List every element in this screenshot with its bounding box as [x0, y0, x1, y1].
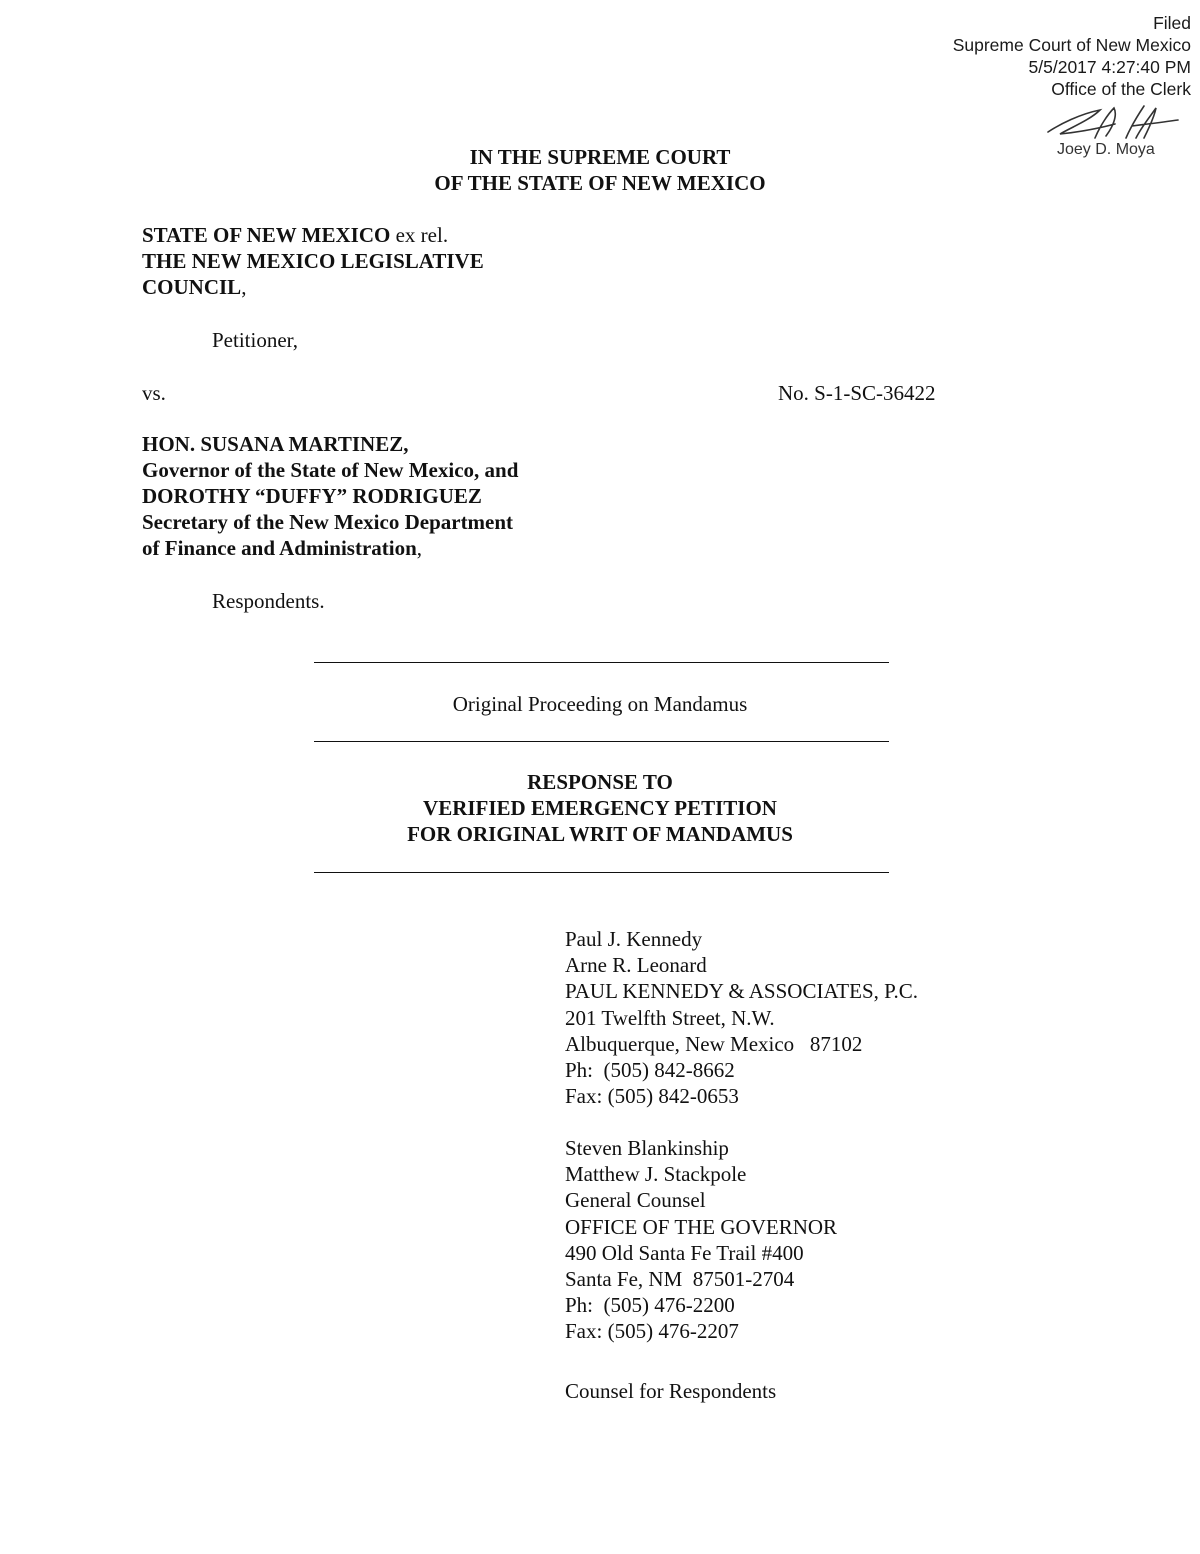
counsel-2-line-6: Santa Fe, NM 87501-2704	[565, 1267, 795, 1292]
divider-rule-2	[314, 741, 889, 742]
stamp-line-datetime: 5/5/2017 4:27:40 PM	[1028, 57, 1191, 77]
counsel-2-line-5: 490 Old Santa Fe Trail #400	[565, 1240, 804, 1265]
respondent-line-3: DOROTHY “DUFFY” RODRIGUEZ	[142, 484, 482, 508]
respondent-line-4: Secretary of the New Mexico Department	[142, 510, 514, 534]
counsel-2-line-7: Ph: (505) 476-2200	[565, 1293, 735, 1318]
court-heading-line-2: OF THE STATE OF NEW MEXICO	[434, 171, 766, 195]
stamp-line-filed: Filed	[1153, 13, 1191, 33]
petitioner-line-3: COUNCIL	[142, 275, 242, 299]
counsel-2-line-2: Matthew J. Stackpole	[565, 1162, 747, 1187]
respondent-line-1: HON. SUSANA MARTINEZ,	[142, 432, 409, 456]
counsel-1-line-4: 201 Twelfth Street, N.W.	[565, 1005, 775, 1030]
counsel-2-line-3: General Counsel	[565, 1188, 706, 1213]
counsel-1-line-2: Arne R. Leonard	[565, 953, 707, 978]
counsel-1-line-7: Fax: (505) 842-0653	[565, 1084, 739, 1109]
divider-rule-3	[314, 872, 889, 873]
counsel-2-line-4: OFFICE OF THE GOVERNOR	[565, 1214, 838, 1239]
divider-rule-1	[314, 662, 889, 663]
petitioner-line-2: THE NEW MEXICO LEGISLATIVE	[142, 249, 484, 273]
counsel-1-line-6: Ph: (505) 842-8662	[565, 1058, 735, 1083]
stamp-line-office: Office of the Clerk	[1051, 79, 1191, 99]
counsel-1-line-5: Albuquerque, New Mexico 87102	[565, 1031, 863, 1056]
clerk-signature-name: Joey D. Moya	[1057, 141, 1155, 158]
counsel-block-kennedy	[565, 926, 918, 1109]
document-title-line-3: FOR ORIGINAL WRIT OF MANDAMUS	[407, 822, 793, 846]
counsel-1-line-1: Paul J. Kennedy	[565, 927, 703, 951]
respondents-role: Respondents.	[212, 589, 325, 613]
respondent-line-5-comma: ,	[416, 536, 423, 560]
counsel-1-line-3: PAUL KENNEDY & ASSOCIATES, P.C.	[565, 979, 918, 1004]
clerk-signature	[1040, 102, 1180, 144]
filing-stamp	[953, 12, 1191, 100]
court-heading-line-1: IN THE SUPREME COURT	[469, 145, 731, 169]
petitioner-ex-rel: ex rel.	[390, 223, 449, 247]
petitioner-role: Petitioner,	[212, 328, 299, 352]
document-title-line-1: RESPONSE TO	[527, 770, 673, 794]
counsel-block-governor	[565, 1135, 837, 1345]
counsel-2-line-8: Fax: (505) 476-2207	[565, 1319, 739, 1344]
petitioner-caption	[142, 222, 484, 300]
document-title-line-2: VERIFIED EMERGENCY PETITION	[423, 796, 777, 820]
respondent-line-5: of Finance and Administration	[142, 536, 417, 560]
counsel-2-line-1: Steven Blankinship	[565, 1136, 729, 1160]
respondent-line-2: Governor of the State of New Mexico, and	[142, 458, 519, 482]
case-number: No. S-1-SC-36422	[778, 381, 936, 405]
petitioner-line-3-comma: ,	[241, 275, 247, 299]
stamp-line-court: Supreme Court of New Mexico	[952, 35, 1191, 55]
counsel-for-respondents: Counsel for Respondents	[565, 1379, 777, 1403]
petitioner-name: STATE OF NEW MEXICO	[142, 223, 391, 247]
proceeding-type: Original Proceeding on Mandamus	[452, 692, 748, 716]
respondents-caption	[142, 431, 518, 561]
versus-label: vs.	[142, 381, 166, 405]
